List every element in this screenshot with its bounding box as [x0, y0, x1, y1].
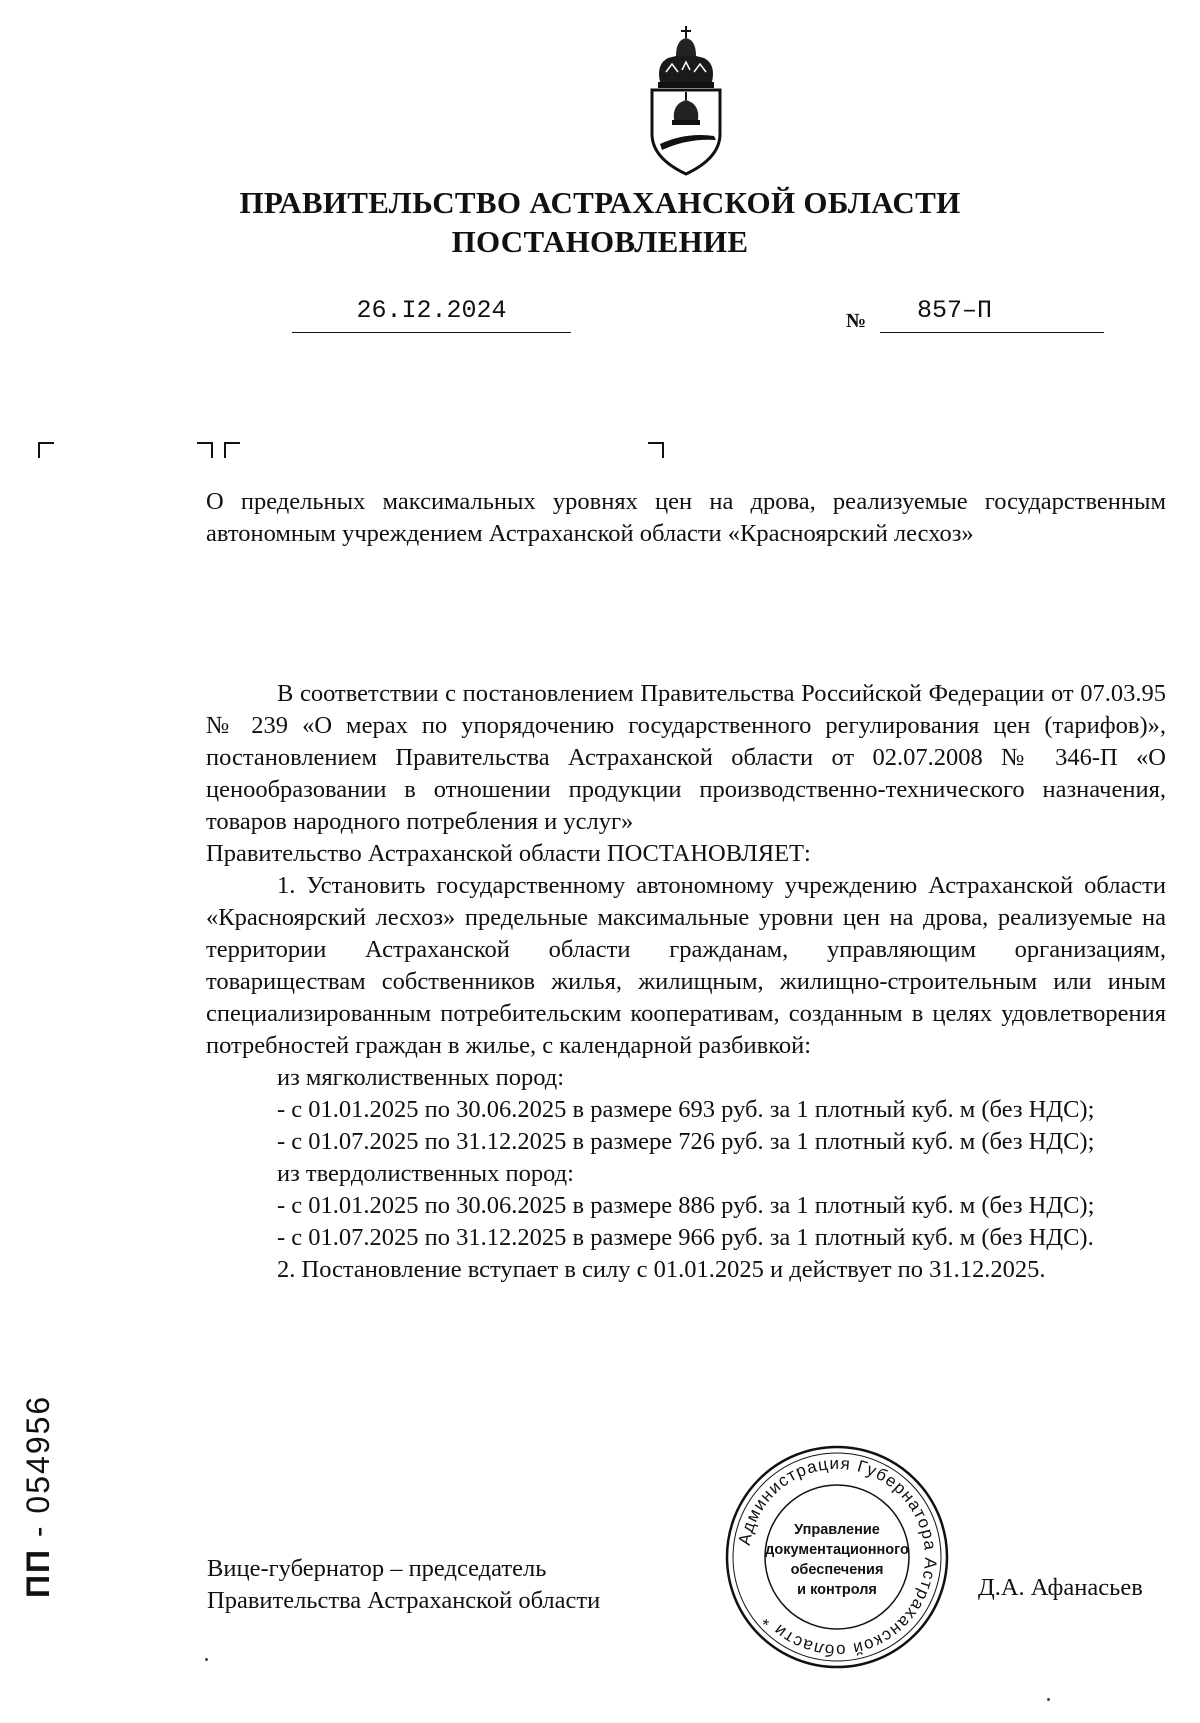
resolves-line: Правительство Астраханской области ПОСТАНОВЛЯЕТ:	[206, 840, 811, 867]
document-subject: О предельных максимальных уровнях цен на дрова, реализуемые государственным автономным учреждением Астраханской области «Красноярский лесхоз»	[206, 488, 1166, 547]
stamp-ring-text: Администрация Губернатора Астраханской области *	[734, 1453, 941, 1661]
corner-bracket-icon	[224, 442, 240, 458]
form-separator: -	[20, 1513, 56, 1548]
document-number: 857–П	[916, 296, 992, 325]
softwood-price-2: - с 01.07.2025 по 31.12.2025 в размере 726 руб. за 1 плотный куб. м (без НДС);	[277, 1128, 1095, 1155]
hardwood-heading: из твердолиственных пород:	[277, 1160, 574, 1187]
date-underline	[292, 332, 571, 333]
document-type-title: ПОСТАНОВЛЕНИЕ	[451, 224, 749, 259]
form-number: 054956	[20, 1394, 56, 1514]
hardwood-price-1: - с 01.01.2025 по 30.06.2025 в размере 886 руб. за 1 плотный куб. м (без НДС);	[277, 1192, 1095, 1219]
stamp-center-line-4: и контроля	[797, 1582, 877, 1598]
item-2-paragraph: 2. Постановление вступает в силу с 01.01.2025 и действует по 31.12.2025.	[277, 1256, 1046, 1283]
stamp-center-line-2: документационного	[765, 1542, 909, 1558]
signatory-position-line-1: Вице-губернатор – председатель	[207, 1555, 547, 1582]
document-body	[206, 678, 1166, 1286]
corner-bracket-icon	[38, 442, 54, 458]
signatory-position-line-2: Правительства Астраханской области	[207, 1587, 601, 1614]
coat-of-arms-emblem	[646, 24, 726, 176]
softwood-heading: из мягколиственных пород:	[277, 1064, 565, 1091]
scan-speck	[205, 1658, 208, 1661]
form-series: ПП	[20, 1548, 56, 1598]
item-1-paragraph: 1. Установить государственному автономному учреждению Астраханской области «Красноярский лесхоз» предельные максимальные уровни цен на дрова, реализуемые на территории Астраханской области гражданам, управляющим организациям, товариществам собственников жилья, жилищным, жилищно-строительным или иным специализированным потребительским кооперативам, созданным в целях удовлетворения потребностей граждан в жилье, с календарной разбивкой:	[206, 872, 1166, 1059]
form-serial-code	[20, 1394, 60, 1598]
document-date: 26.I2.2024	[356, 296, 507, 325]
number-sign: №	[846, 310, 867, 332]
scan-speck	[1047, 1698, 1050, 1701]
number-underline	[880, 332, 1104, 333]
official-stamp	[722, 1442, 952, 1672]
stamp-center-line-1: Управление	[794, 1522, 880, 1538]
signatory-position	[207, 1553, 600, 1617]
hardwood-price-2: - с 01.07.2025 по 31.12.2025 в размере 966 руб. за 1 плотный куб. м (без НДС).	[277, 1224, 1094, 1251]
organization-title: ПРАВИТЕЛЬСТВО АСТРАХАНСКОЙ ОБЛАСТИ	[239, 185, 961, 220]
signatory-name: Д.А. Афанасьев	[978, 1574, 1143, 1601]
preamble-paragraph: В соответствии с постановлением Правительства Российской Федерации от 07.03.95 № 239 «О мерах по упорядочению государственного регулирования цен (тарифов)», постановлением Правительства Астраханской области от 02.07.2008 № 346-П «О ценообразовании в отношении продукции производственно-технического назначения, товаров народного потребления и услуг»	[206, 680, 1166, 835]
corner-bracket-icon	[197, 442, 213, 458]
softwood-price-1: - с 01.01.2025 по 30.06.2025 в размере 693 руб. за 1 плотный куб. м (без НДС);	[277, 1096, 1095, 1123]
stamp-center-line-3: обеспечения	[790, 1562, 884, 1578]
corner-bracket-icon	[648, 442, 664, 458]
